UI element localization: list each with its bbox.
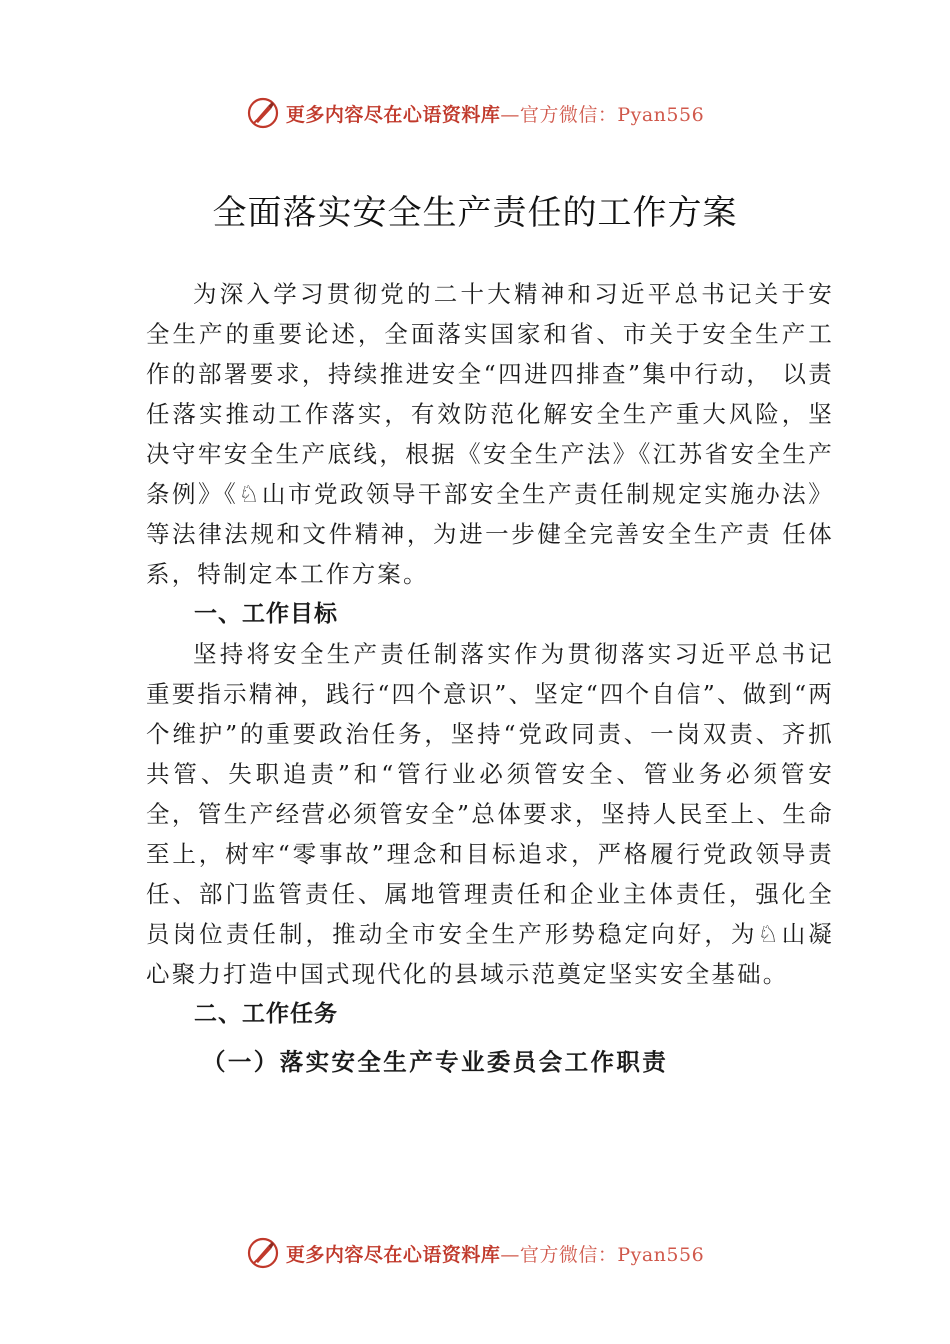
section-heading-tasks: 二、工作任务 xyxy=(194,1001,338,1027)
watermark-text: 更多内容尽在心语资料库—官方微信：Pyan556 xyxy=(285,103,705,126)
fountain-pen-logo-icon xyxy=(246,1236,280,1270)
document-body xyxy=(146,274,834,1082)
watermark-footer xyxy=(0,1233,950,1273)
subsection-heading: （一）落实安全生产专业委员会工作职责 xyxy=(202,1048,669,1076)
section-heading-goals: 一、工作目标 xyxy=(194,601,338,627)
fountain-pen-logo-icon xyxy=(246,96,280,130)
watermark-header xyxy=(0,93,950,133)
watermark-text: 更多内容尽在心语资料库—官方微信：Pyan556 xyxy=(285,1243,705,1266)
goals-paragraph: 坚持将安全生产责任制落实作为贯彻落实习近平总书记重要指示精神，践行“四个意识”、坚定“四个自信”、做到“两个维护”的重要政治任务，坚持“党政同责、一岗双责、齐抓共管、失职追责”和“管行业必须管安全、管业务必须管安全，管生产经营必须管安全”总体要求，坚持人民至上、生命至上，树牢“零事故”理念和目标追求，严格履行党政领导责任、部门监管责任、属地管理责任和企业主体责任，强化全员岗位责任制，推动全市安全生产形势稳定向好，为♘山凝心聚力打造中国式现代化的县域示范奠定坚实安全基础。 xyxy=(146,640,834,988)
intro-paragraph: 为深入学习贯彻党的二十大精神和习近平总书记关于安全生产的重要论述，全面落实国家和省、市关于安全生产工作的部署要求，持续推进安全“四进四排查”集中行动， 以责任落实推动工作落实，有效防范化解安全生产重大风险，坚决守牢安全生产底线，根据《安全生产法》《江苏省安全生产条例》《♘山市党政领导干部安全生产责任制规定实施办法》等法律法规和文件精神，为进一步健全完善安全生产责 任体系，特制定本工作方案。 xyxy=(146,280,834,588)
document-title: 全面落实安全生产责任的工作方案 xyxy=(212,193,738,233)
